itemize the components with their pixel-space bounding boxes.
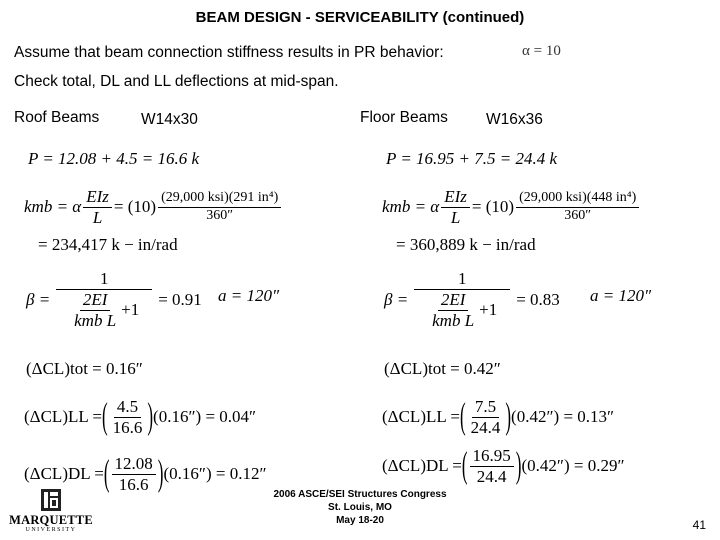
roof-k-result: = 234,417 k − in/rad [38, 235, 178, 254]
roof-k-lhs: kmb = α [24, 197, 82, 217]
floor-load-equation: P = 16.95 + 7.5 = 24.4 k [386, 149, 558, 168]
assumption-text: Assume that beam connection stiffness results in PR behavior: [14, 44, 444, 61]
floor-beta-equation: β = 1 $\frac{2EI}{\text{kmb L}}$ +1 = 0.83 [384, 269, 560, 330]
roof-k-rhs-prefix: = (10) [113, 197, 157, 217]
roof-ll-deflection: (ΔCL)LL = ( $\frac{4.5}{16.6}$ ) (0.16″) = 0.04″ [24, 395, 257, 438]
floor-dl-deflection: (ΔCL)DL = ( $\frac{16.95}{24.4}$ ) (0.42″) = 0.29″ [382, 444, 625, 487]
roof-dl-deflection: (ΔCL)DL = ( $\frac{12.08}{16.6}$ ) (0.16″) = 0.12″ [24, 452, 267, 495]
logo-wordmark: MARQUETTE [9, 513, 93, 527]
roof-a-value: a = 120″ [218, 286, 280, 305]
roof-stiffness-equation [24, 188, 283, 227]
page-number: 41 [692, 518, 706, 532]
floor-total-deflection: (ΔCL)tot = 0.42″ [384, 359, 501, 378]
roof-k-ei-fraction: $\frac{\text{EIz}}{L}$ [83, 188, 112, 227]
roof-beams-label: Roof Beams [14, 109, 100, 126]
alpha-expression: α = 10 [522, 43, 561, 59]
floor-ll-deflection: (ΔCL)LL = ( $\frac{7.5}{24.4}$ ) (0.42″) = 0.13″ [382, 395, 615, 438]
floor-a-value: a = 120″ [590, 286, 652, 305]
roof-total-deflection: (ΔCL)tot = 0.16″ [26, 359, 143, 378]
floor-stiffness-equation: kmb = α $\frac{\text{EIz}}{L}$ = (10) $\frac{\text{(29,000 ksi)(448 in⁴)}}{360''}$ [382, 188, 641, 227]
page-title: BEAM DESIGN - SERVICEABILITY (continued) [195, 9, 525, 26]
footer-conference [240, 488, 480, 527]
roof-section: W14x30 [141, 111, 198, 128]
instruction-text: Check total, DL and LL deflections at mid-span. [14, 73, 339, 90]
roof-k-value-fraction: $\frac{\text{(29,000 ksi)(291 in⁴)}}{360''}$ [158, 191, 281, 223]
footer-line1: 2006 ASCE/SEI Structures Congress [273, 489, 447, 500]
floor-section: W16x36 [486, 111, 543, 128]
marquette-logo [7, 487, 95, 535]
footer-line2: St. Louis, MO [328, 502, 392, 513]
roof-load-equation: P = 12.08 + 4.5 = 16.6 k [28, 149, 200, 168]
floor-beams-label: Floor Beams [360, 109, 448, 126]
floor-k-result: = 360,889 k − in/rad [396, 235, 536, 254]
footer-line3: May 18-20 [336, 515, 384, 526]
roof-beta-equation: β = 1 $\frac{2EI}{\text{kmb L}}$ +1 = 0.91 [26, 269, 202, 330]
logo-subtext: UNIVERSITY [25, 527, 77, 533]
